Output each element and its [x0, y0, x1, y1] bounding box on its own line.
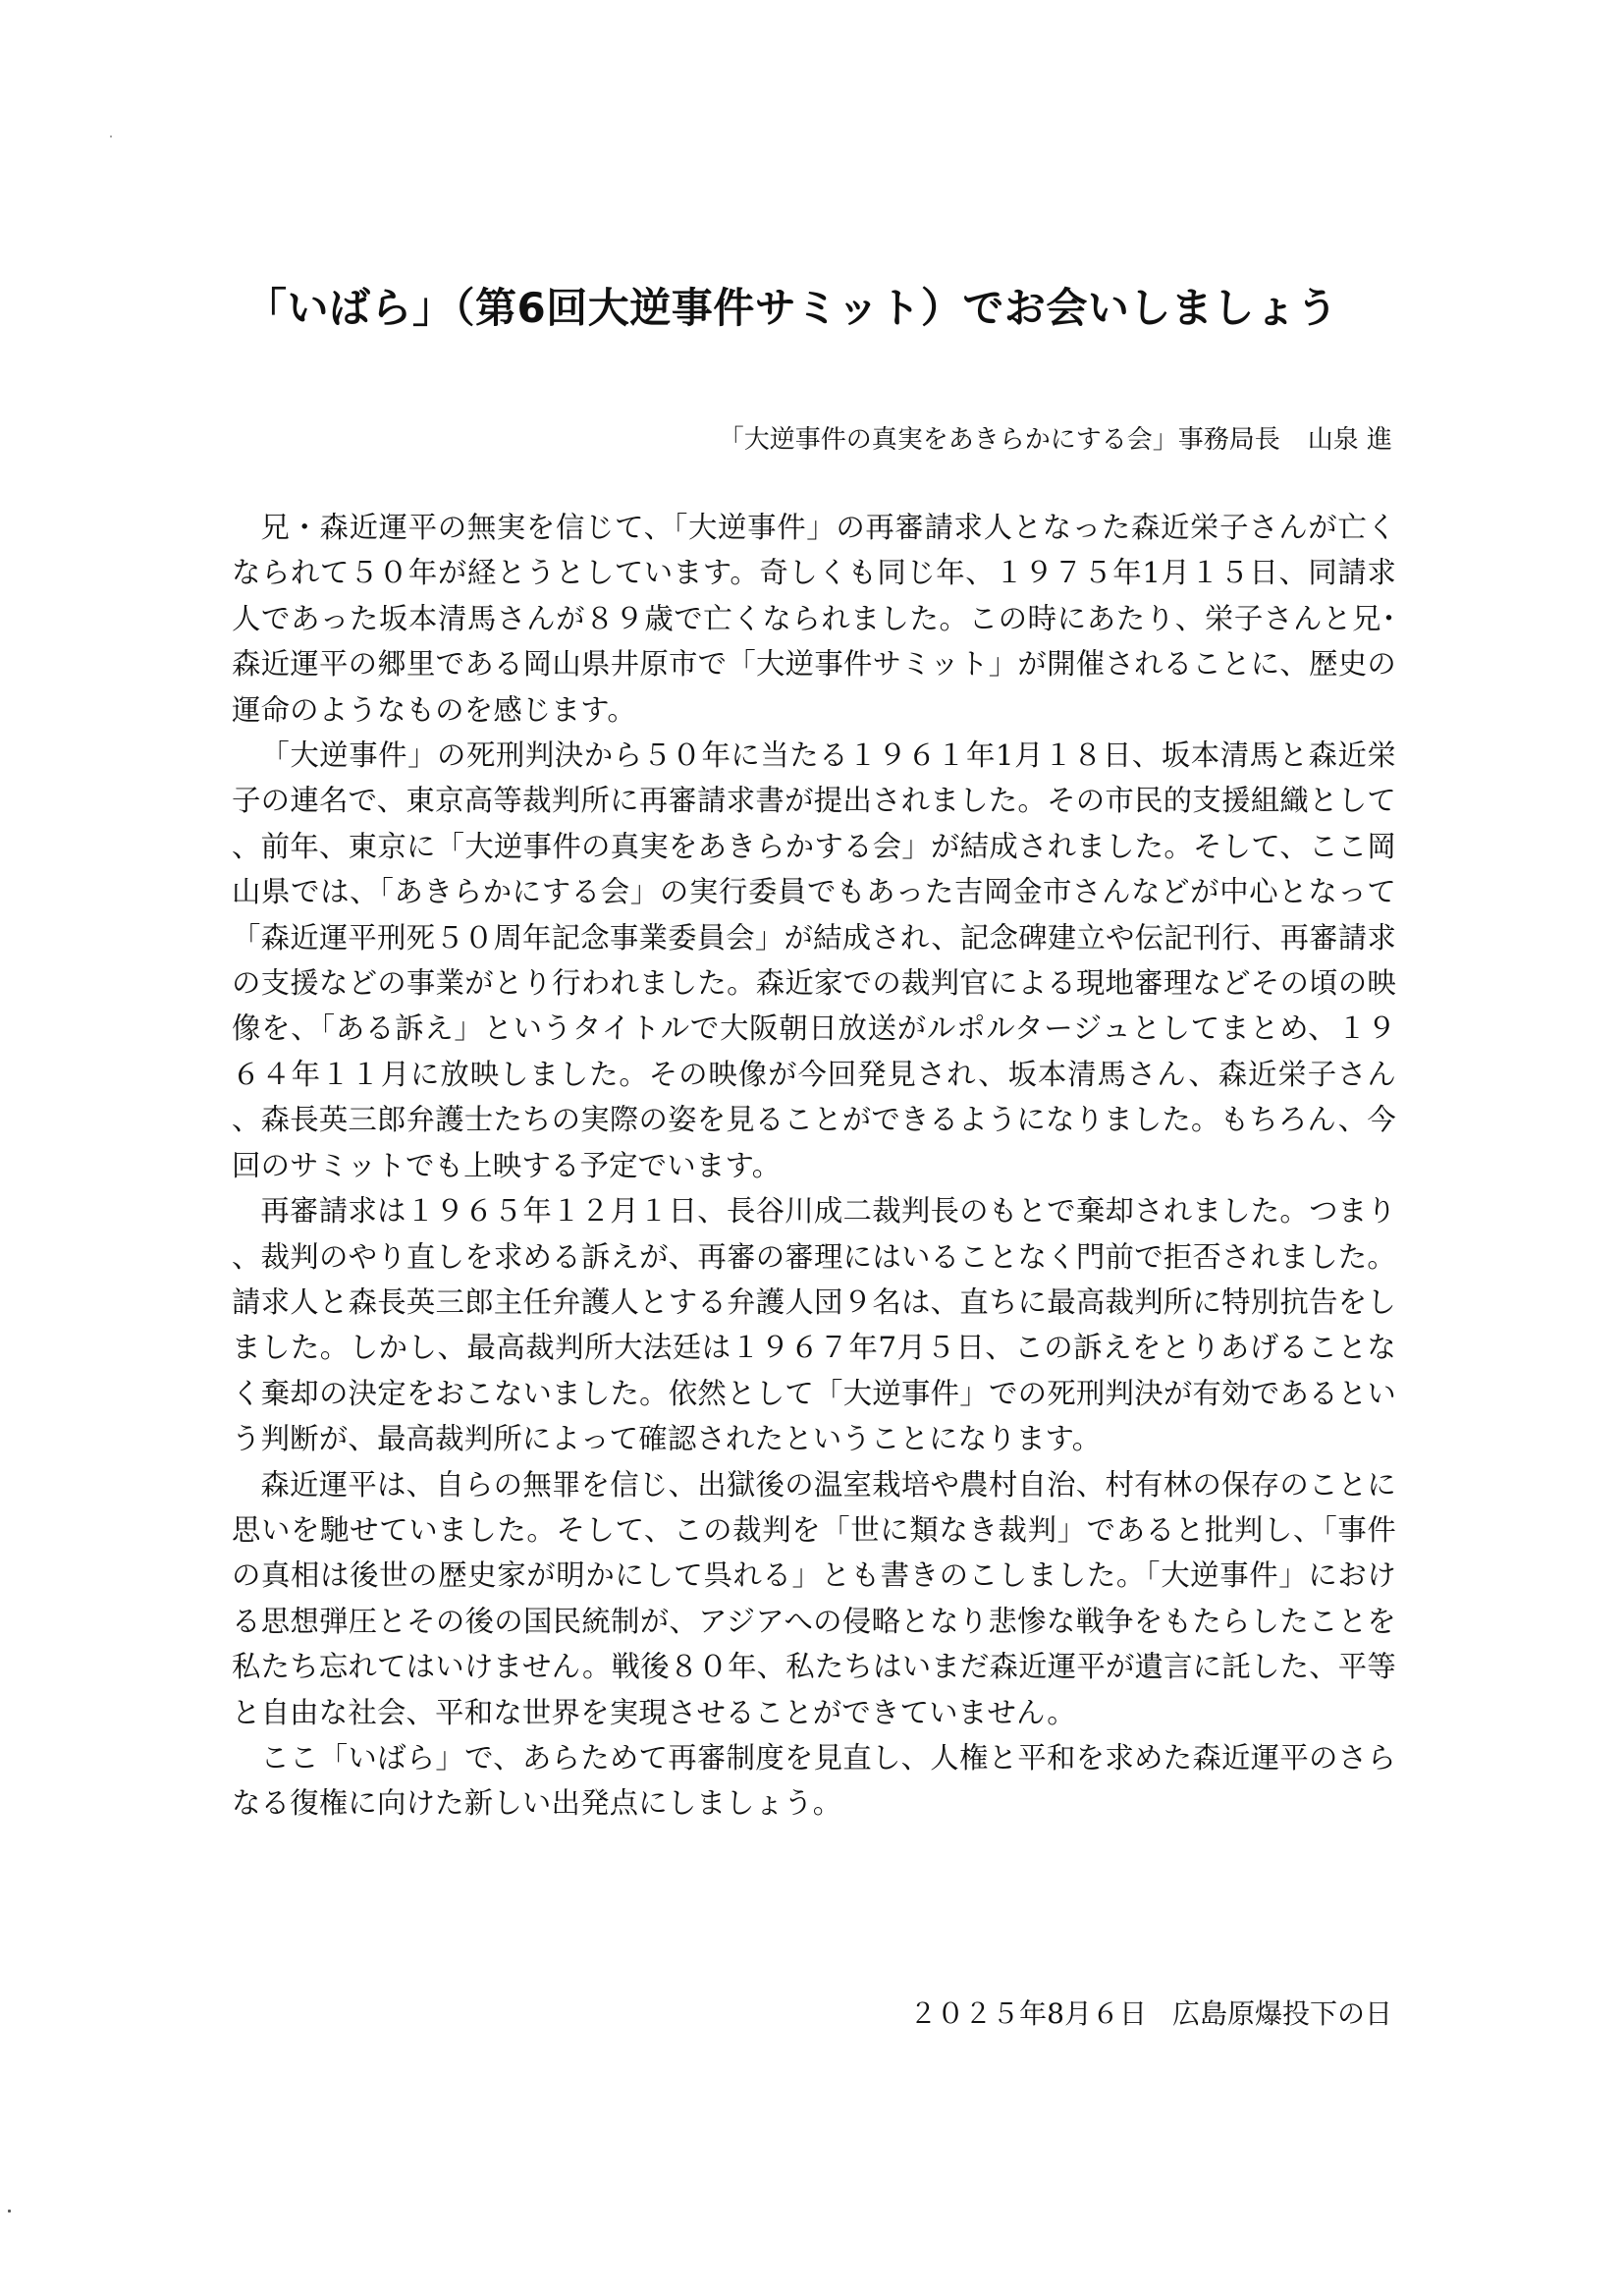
author-organization: 「大逆事件の真実をあきらかにする会」事務局長: [718, 425, 1280, 455]
body-text: [232, 505, 1396, 1827]
document-title: 「いばら」（第6回大逆事件サミット）でお会いしましょう: [245, 284, 1338, 332]
scan-speck: [110, 136, 112, 137]
author-name: 山泉 進: [1307, 425, 1392, 455]
paragraph: ここ「いばら」で、あらためて再審制度を見直し、人権と平和を求めた森近運平のさらなる復権に向けた新しい出発点にしましょう。: [232, 1740, 1396, 1821]
paragraph: 「大逆事件」の死刑判決から５０年に当たる１９６１年1月１８日、坂本清馬と森近栄子の連名で、東京高等裁判所に再審請求書が提出されました。その市民的支援組織として、前年、東京に「大逆事件の真実をあきらかする会」が結成されました。そして、ここ岡山県では、「あきらかにする会」の実行委員でもあった吉岡金市さんなどが中心となって「森近運平刑死５０周年記念事業委員会」が結成され、記念碑建立や伝記刊行、再審請求の支援などの事業がとり行われました。森近家での裁判官による現地審理などその頃の映像を、「ある訴え」というタイトルで大阪朝日放送がルポルタージュとしてまとめ、１９６４年１１月に放映しました。その映像が今回発見され、坂本清馬さん、森近栄子さん、森長英三郎弁護士たちの実際の姿を見ることができるようになりました。もちろん、今回のサミットでも上映する予定でいます。: [232, 738, 1396, 1182]
paragraph: 森近運平は、自らの無罪を信じ、出獄後の温室栽培や農村自治、村有林の保存のことに思いを馳せていました。そして、この裁判を「世に類なき裁判」であると批判し、「事件の真相は後世の歴史家が明かにして呉れる」とも書きのこしました。「大逆事件」における思想弾圧とその後の国民統制が、アジアへの侵略となり悲惨な戦争をもたらしたことを私たち忘れてはいけません。戦後８０年、私たちはいまだ森近運平が遺言に託した、平等と自由な社会、平和な世界を実現させることができていません。: [232, 1467, 1396, 1729]
date-line: [909, 1994, 1392, 2035]
date-note: 広島原爆投下の日: [1171, 1997, 1392, 2030]
scan-speck: [8, 2210, 11, 2213]
document-date: ２０２５年8月６日: [909, 1997, 1147, 2030]
author-line: [719, 420, 1392, 460]
paragraph: 再審請求は１９６５年１２月１日、長谷川成二裁判長のもとで棄却されました。つまり、裁判のやり直しを求める訴えが、再審の審理にはいることなく門前で拒否されました。請求人と森長英三郎主任弁護人とする弁護人団９名は、直ちに最高裁判所に特別抗告をしました。しかし、最高裁判所大法廷は１９６７年7月５日、この訴えをとりあげることなく棄却の決定をおこないました。依然として「大逆事件」での死刑判決が有効であるという判断が、最高裁判所によって確認されたということになります。: [232, 1194, 1396, 1456]
paragraph: 兄・森近運平の無実を信じて、「大逆事件」の再審請求人となった森近栄子さんが亡くなられて５０年が経とうとしています。奇しくも同じ年、１９７５年1月１５日、同請求人であった坂本清馬さんが８９歳で亡くなられました。この時にあたり、栄子さんと兄･森近運平の郷里である岡山県井原市で「大逆事件サミット」が開催されることに、歴史の運命のようなものを感じます。: [232, 511, 1396, 727]
